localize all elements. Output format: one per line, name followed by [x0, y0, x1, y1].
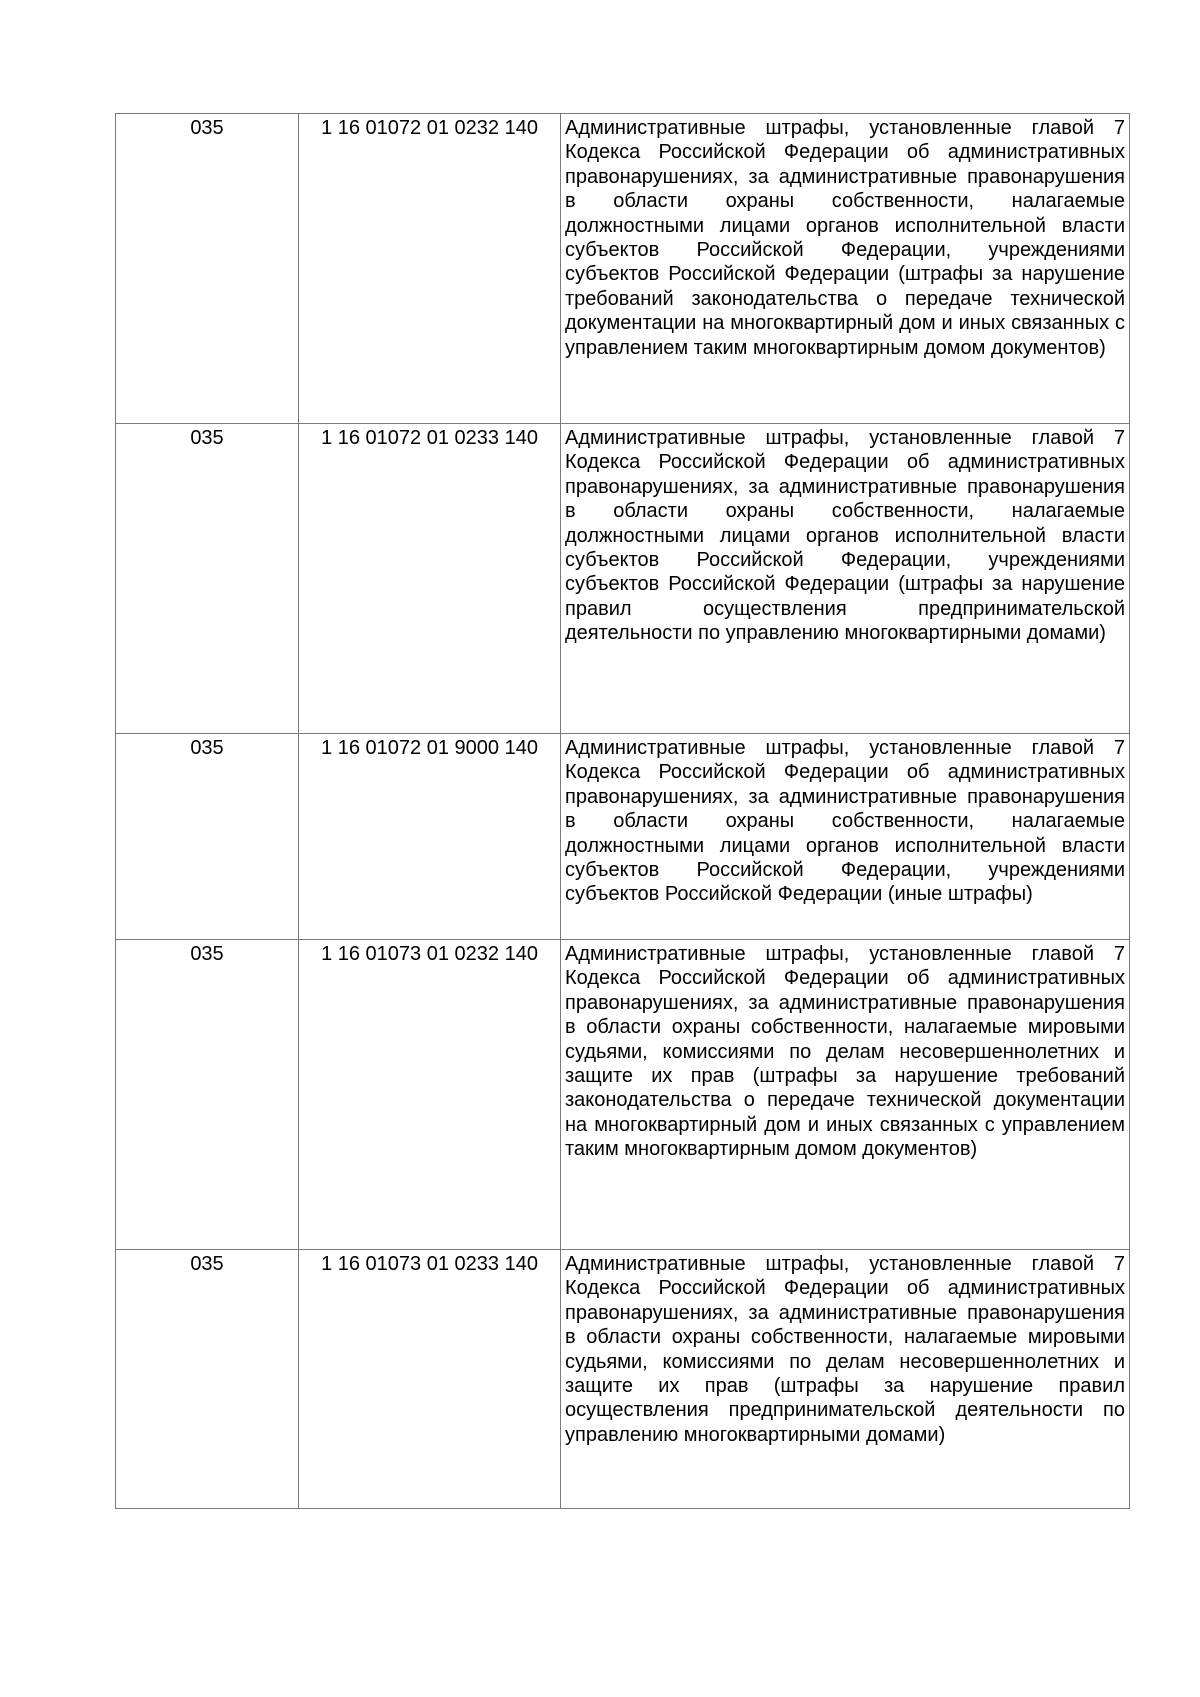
- table-row: [116, 940, 1130, 1250]
- income-name-cell: Административные штрафы, установленные главой 7 Кодекса Российской Федерации об административных правонарушениях, за административные правонарушения в области охраны собственности, налагаемые должностными лицами органов исполнительной власти субъектов Российской Федерации, учреждениями субъектов Российской Федерации (иные штрафы): [561, 734, 1130, 940]
- admin-code-cell: 035: [116, 114, 299, 424]
- income-name-cell: Административные штрафы, установленные главой 7 Кодекса Российской Федерации об административных правонарушениях, за административные правонарушения в области охраны собственности, налагаемые должностными лицами органов исполнительной власти субъектов Российской Федерации, учреждениями субъектов Российской Федерации (штрафы за нарушение требований законодательства о передаче технической документации на многоквартирный дом и иных связанных с управлением таким многоквартирным домом документов): [561, 114, 1130, 424]
- table-row: [116, 114, 1130, 424]
- kbk-code-cell: 1 16 01072 01 0233 140: [299, 424, 561, 734]
- admin-code-cell: 035: [116, 1250, 299, 1509]
- admin-code-cell: 035: [116, 940, 299, 1250]
- kbk-code-cell: 1 16 01072 01 9000 140: [299, 734, 561, 940]
- admin-code-cell: 035: [116, 424, 299, 734]
- admin-code-cell: 035: [116, 734, 299, 940]
- kbk-code-cell: 1 16 01073 01 0233 140: [299, 1250, 561, 1509]
- income-name-cell: Административные штрафы, установленные главой 7 Кодекса Российской Федерации об административных правонарушениях, за административные правонарушения в области охраны собственности, налагаемые должностными лицами органов исполнительной власти субъектов Российской Федерации, учреждениями субъектов Российской Федерации (штрафы за нарушение правил осуществления предпринимательской деятельности по управлению многоквартирными домами): [561, 424, 1130, 734]
- table-row: [116, 1250, 1130, 1509]
- income-name-cell: Административные штрафы, установленные главой 7 Кодекса Российской Федерации об административных правонарушениях, за административные правонарушения в области охраны собственности, налагаемые мировыми судьями, комиссиями по делам несовершеннолетних и защите их прав (штрафы за нарушение требований законодательства о передаче технической документации на многоквартирный дом и иных связанных с управлением таким многоквартирным домом документов): [561, 940, 1130, 1250]
- table-row: [116, 424, 1130, 734]
- kbk-code-cell: 1 16 01073 01 0232 140: [299, 940, 561, 1250]
- budget-codes-table: [115, 113, 1130, 1509]
- kbk-code-cell: 1 16 01072 01 0232 140: [299, 114, 561, 424]
- income-name-cell: Административные штрафы, установленные главой 7 Кодекса Российской Федерации об административных правонарушениях, за административные правонарушения в области охраны собственности, налагаемые мировыми судьями, комиссиями по делам несовершеннолетних и защите их прав (штрафы за нарушение правил осуществления предпринимательской деятельности по управлению многоквартирными домами): [561, 1250, 1130, 1509]
- table-row: [116, 734, 1130, 940]
